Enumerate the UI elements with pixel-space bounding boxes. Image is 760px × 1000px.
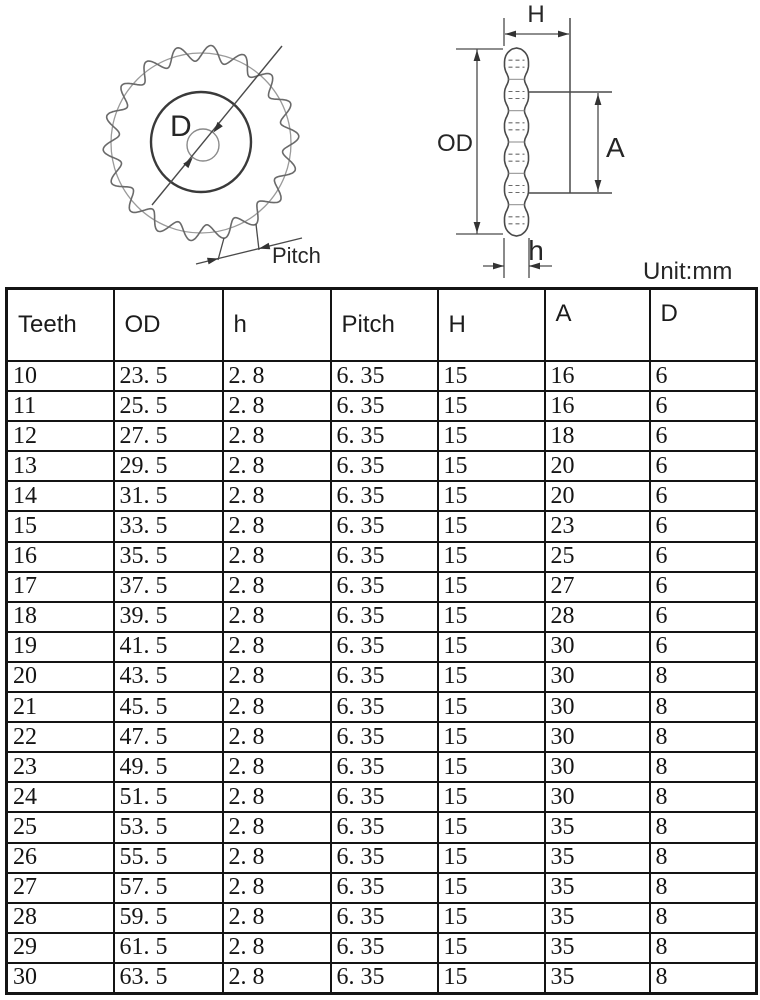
table-cell: 8 <box>650 662 757 692</box>
table-cell: 16 <box>545 361 650 391</box>
table-cell: 18 <box>545 421 650 451</box>
outer-diameter-dimension-OD <box>437 49 503 234</box>
table-cell: 6. 35 <box>331 873 438 903</box>
table-cell: 33. 5 <box>114 511 223 541</box>
table-cell: 27 <box>545 572 650 602</box>
table-cell: 29 <box>7 933 114 963</box>
table-cell: 59. 5 <box>114 903 223 933</box>
table-cell: 16 <box>545 391 650 421</box>
table-cell: 6. 35 <box>331 451 438 481</box>
table-cell: 30 <box>545 662 650 692</box>
table-cell: 23 <box>7 752 114 782</box>
table-cell: 6. 35 <box>331 511 438 541</box>
table-cell: 2. 8 <box>223 602 331 632</box>
table-cell: 23 <box>545 511 650 541</box>
table-cell: 28 <box>7 903 114 933</box>
table-cell: 8 <box>650 843 757 873</box>
table-cell: 20 <box>545 451 650 481</box>
table-cell: 25 <box>545 542 650 572</box>
table-row <box>7 812 757 842</box>
table-cell: 6 <box>650 481 757 511</box>
table-cell: 8 <box>650 963 757 994</box>
table-cell: 6. 35 <box>331 903 438 933</box>
table-cell: 12 <box>7 421 114 451</box>
sprocket-spec-table <box>5 287 758 995</box>
column-header-teeth: Teeth <box>7 289 114 362</box>
column-header-pitch: Pitch <box>331 289 438 362</box>
table-cell: 31. 5 <box>114 481 223 511</box>
table-cell: 18 <box>7 602 114 632</box>
table-cell: 6. 35 <box>331 752 438 782</box>
table-cell: 63. 5 <box>114 963 223 994</box>
table-cell: 47. 5 <box>114 722 223 752</box>
table-cell: 15 <box>438 602 545 632</box>
table-cell: 35 <box>545 843 650 873</box>
table-cell: 6. 35 <box>331 782 438 812</box>
table-cell: 15 <box>438 572 545 602</box>
table-cell: 8 <box>650 933 757 963</box>
table-cell: 35 <box>545 903 650 933</box>
table-cell: 27 <box>7 873 114 903</box>
table-cell: 6. 35 <box>331 812 438 842</box>
table-cell: 39. 5 <box>114 602 223 632</box>
table-cell: 15 <box>438 511 545 541</box>
table-cell: 27. 5 <box>114 421 223 451</box>
arrowhead-icon <box>595 94 602 105</box>
table-cell: 2. 8 <box>223 632 331 662</box>
table-cell: 2. 8 <box>223 963 331 994</box>
table-cell: 25 <box>7 812 114 842</box>
table-cell: 23. 5 <box>114 361 223 391</box>
table-cell: 45. 5 <box>114 692 223 722</box>
table-row <box>7 542 757 572</box>
table-cell: 20 <box>7 662 114 692</box>
table-row <box>7 933 757 963</box>
table-cell: 22 <box>7 722 114 752</box>
plate-thickness-label: h <box>528 235 544 266</box>
table-cell: 57. 5 <box>114 873 223 903</box>
table-cell: 6. 35 <box>331 963 438 994</box>
table-cell: 15 <box>438 843 545 873</box>
table-cell: 15 <box>7 511 114 541</box>
table-cell: 16 <box>7 542 114 572</box>
pitch-label: Pitch <box>272 243 321 268</box>
table-row <box>7 662 757 692</box>
sprocket-side-view <box>437 1 625 278</box>
arrowhead-icon <box>474 50 481 61</box>
table-cell: 6 <box>650 511 757 541</box>
table-cell: 15 <box>438 752 545 782</box>
table-cell: 15 <box>438 421 545 451</box>
table-cell: 15 <box>438 451 545 481</box>
table-cell: 15 <box>438 903 545 933</box>
table-cell: 6. 35 <box>331 632 438 662</box>
table-cell: 15 <box>438 481 545 511</box>
table-cell: 13 <box>7 451 114 481</box>
table-cell: 35. 5 <box>114 542 223 572</box>
table-cell: 20 <box>545 481 650 511</box>
column-header-od: OD <box>114 289 223 362</box>
table-cell: 8 <box>650 692 757 722</box>
table-cell: 8 <box>650 722 757 752</box>
table-cell: 28 <box>545 602 650 632</box>
table-cell: 15 <box>438 542 545 572</box>
table-cell: 61. 5 <box>114 933 223 963</box>
table-cell: 29. 5 <box>114 451 223 481</box>
table-row <box>7 391 757 421</box>
table-cell: 2. 8 <box>223 391 331 421</box>
table-cell: 15 <box>438 632 545 662</box>
arrowhead-icon <box>558 31 569 38</box>
arrowhead-icon <box>595 180 602 191</box>
unit-label: Unit:mm <box>643 258 733 285</box>
table-cell: 8 <box>650 903 757 933</box>
table-header-row <box>7 289 757 362</box>
table-row <box>7 421 757 451</box>
table-row <box>7 692 757 722</box>
table-cell: 15 <box>438 662 545 692</box>
table-cell: 19 <box>7 632 114 662</box>
table-cell: 41. 5 <box>114 632 223 662</box>
table-row <box>7 782 757 812</box>
table-row <box>7 602 757 632</box>
column-header-a: A <box>545 289 650 362</box>
table-row <box>7 873 757 903</box>
table-cell: 30 <box>545 722 650 752</box>
table-cell: 2. 8 <box>223 722 331 752</box>
table-cell: 43. 5 <box>114 662 223 692</box>
table-cell: 35 <box>545 963 650 994</box>
table-cell: 2. 8 <box>223 451 331 481</box>
arrowhead-icon <box>493 263 504 270</box>
table-cell: 2. 8 <box>223 843 331 873</box>
table-cell: 15 <box>438 933 545 963</box>
table-cell: 8 <box>650 782 757 812</box>
table-cell: 2. 8 <box>223 361 331 391</box>
table-row <box>7 511 757 541</box>
table-cell: 35 <box>545 873 650 903</box>
table-row <box>7 903 757 933</box>
table-cell: 2. 8 <box>223 933 331 963</box>
table-cell: 2. 8 <box>223 481 331 511</box>
table-cell: 6. 35 <box>331 602 438 632</box>
width-dimension-H <box>504 1 569 46</box>
arrowhead-icon <box>259 243 271 250</box>
table-cell: 37. 5 <box>114 572 223 602</box>
table-cell: 15 <box>438 692 545 722</box>
hub-diameter-label: A <box>606 132 625 163</box>
table-row <box>7 361 757 391</box>
table-cell: 11 <box>7 391 114 421</box>
table-cell: 6 <box>650 602 757 632</box>
outer-diameter-label: OD <box>437 130 473 157</box>
table-cell: 30 <box>545 632 650 662</box>
bore-diameter-label: D <box>170 110 192 143</box>
table-cell: 6. 35 <box>331 421 438 451</box>
table-cell: 2. 8 <box>223 421 331 451</box>
table-cell: 25. 5 <box>114 391 223 421</box>
table-cell: 35 <box>545 933 650 963</box>
plate-thickness-dimension-h <box>483 235 552 278</box>
table-cell: 2. 8 <box>223 572 331 602</box>
table-cell: 2. 8 <box>223 692 331 722</box>
table-cell: 6. 35 <box>331 572 438 602</box>
table-cell: 15 <box>438 782 545 812</box>
table-row <box>7 572 757 602</box>
table-cell: 6 <box>650 632 757 662</box>
table-cell: 2. 8 <box>223 873 331 903</box>
table-cell: 6. 35 <box>331 481 438 511</box>
table-cell: 30 <box>7 963 114 994</box>
column-header-h: h <box>223 289 331 362</box>
table-cell: 6. 35 <box>331 391 438 421</box>
table-cell: 49. 5 <box>114 752 223 782</box>
table-cell: 2. 8 <box>223 812 331 842</box>
hub-diameter-dimension-A <box>598 93 625 192</box>
table-cell: 2. 8 <box>223 511 331 541</box>
table-cell: 30 <box>545 692 650 722</box>
table-cell: 6 <box>650 572 757 602</box>
table-row <box>7 963 757 994</box>
table-cell: 6. 35 <box>331 933 438 963</box>
table-cell: 2. 8 <box>223 752 331 782</box>
table-cell: 6. 35 <box>331 692 438 722</box>
table-cell: 14 <box>7 481 114 511</box>
table-cell: 8 <box>650 812 757 842</box>
table-cell: 30 <box>545 782 650 812</box>
table-cell: 15 <box>438 722 545 752</box>
column-header-d: D <box>650 289 757 362</box>
table-cell: 21 <box>7 692 114 722</box>
table-cell: 6 <box>650 391 757 421</box>
table-cell: 24 <box>7 782 114 812</box>
table-row <box>7 843 757 873</box>
table-cell: 51. 5 <box>114 782 223 812</box>
table-cell: 17 <box>7 572 114 602</box>
table-cell: 10 <box>7 361 114 391</box>
table-cell: 6 <box>650 361 757 391</box>
column-header-h: H <box>438 289 545 362</box>
table-row <box>7 722 757 752</box>
overall-width-label: H <box>527 1 545 28</box>
table-cell: 2. 8 <box>223 782 331 812</box>
table-cell: 2. 8 <box>223 662 331 692</box>
table-cell: 6. 35 <box>331 662 438 692</box>
table-cell: 6. 35 <box>331 542 438 572</box>
table-row <box>7 451 757 481</box>
table-cell: 6 <box>650 421 757 451</box>
table-cell: 2. 8 <box>223 542 331 572</box>
table-cell: 6. 35 <box>331 722 438 752</box>
table-cell: 15 <box>438 812 545 842</box>
arrowhead-icon <box>474 222 481 233</box>
table-cell: 15 <box>438 963 545 994</box>
table-cell: 15 <box>438 361 545 391</box>
table-cell: 26 <box>7 843 114 873</box>
table-row <box>7 481 757 511</box>
table-cell: 53. 5 <box>114 812 223 842</box>
table-row <box>7 632 757 662</box>
table-cell: 2. 8 <box>223 903 331 933</box>
sprocket-front-view <box>103 46 321 269</box>
table-cell: 30 <box>545 752 650 782</box>
arrowhead-icon <box>505 31 516 38</box>
table-cell: 15 <box>438 873 545 903</box>
table-cell: 35 <box>545 812 650 842</box>
table-cell: 15 <box>438 391 545 421</box>
table-cell: 6. 35 <box>331 843 438 873</box>
table-row <box>7 752 757 782</box>
sprocket-technical-drawing <box>0 0 760 287</box>
table-cell: 6 <box>650 451 757 481</box>
table-cell: 8 <box>650 873 757 903</box>
hub-circle <box>151 92 251 192</box>
table-cell: 8 <box>650 752 757 782</box>
arrowhead-icon <box>207 258 219 265</box>
table-cell: 6 <box>650 542 757 572</box>
table-cell: 6. 35 <box>331 361 438 391</box>
table-cell: 55. 5 <box>114 843 223 873</box>
